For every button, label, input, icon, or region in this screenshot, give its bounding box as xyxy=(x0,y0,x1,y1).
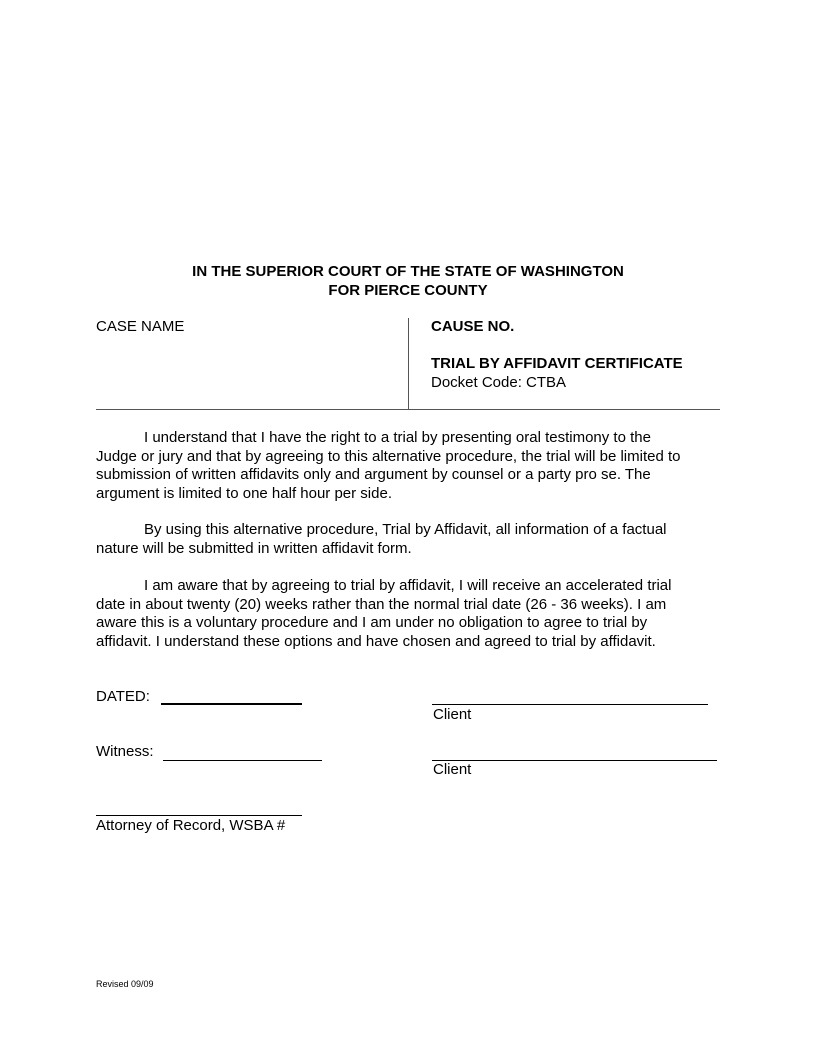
paragraph-line: I understand that I have the right to a trial by presenting oral testimony to the xyxy=(144,429,651,446)
witness-blank-line[interactable] xyxy=(163,760,322,761)
client-label-1: Client xyxy=(433,706,472,723)
caption-horizontal-divider xyxy=(96,409,720,410)
dated-blank-line[interactable] xyxy=(161,703,302,705)
cause-number-label: CAUSE NO. xyxy=(431,318,515,335)
court-heading-line2: FOR PIERCE COUNTY xyxy=(328,282,488,299)
paragraph-right-to-trial xyxy=(96,429,722,503)
paragraph-line: aware this is a voluntary procedure and I am under no obligation to agree to trial by xyxy=(96,614,648,632)
paragraph-line: I am aware that by agreeing to trial by affidavit, I will receive an accelerated trial xyxy=(144,577,672,594)
court-heading-line1: IN THE SUPERIOR COURT OF THE STATE OF WASHINGTON xyxy=(192,263,624,280)
dated-label: DATED: xyxy=(96,688,150,705)
paragraph-alternative-procedure xyxy=(96,521,722,558)
caption-vertical-divider xyxy=(408,318,409,409)
client-signature-line-2[interactable] xyxy=(432,760,717,761)
attorney-signature-line[interactable] xyxy=(96,815,302,816)
paragraph-line: submission of written affidavits only and argument by counsel or a party pro se. The xyxy=(96,466,651,484)
attorney-label: Attorney of Record, WSBA # xyxy=(96,817,286,834)
paragraph-accelerated-trial xyxy=(96,577,722,651)
document-title: TRIAL BY AFFIDAVIT CERTIFICATE xyxy=(431,355,683,372)
witness-label: Witness: xyxy=(96,743,154,760)
revision-date: Revised 09/09 xyxy=(96,979,154,989)
client-label-2: Client xyxy=(433,761,472,778)
paragraph-line: By using this alternative procedure, Trial by Affidavit, all information of a factual xyxy=(144,521,667,538)
case-name-label: CASE NAME xyxy=(96,318,185,335)
client-signature-line-1[interactable] xyxy=(432,704,708,705)
docket-code: Docket Code: CTBA xyxy=(431,374,567,391)
paragraph-line: date in about twenty (20) weeks rather than the normal trial date (26 - 36 weeks). I am xyxy=(96,595,667,613)
paragraph-line: argument is limited to one half hour per side. xyxy=(96,484,392,502)
paragraph-line: nature will be submitted in written affidavit form. xyxy=(96,539,412,557)
paragraph-line: Judge or jury and that by agreeing to this alternative procedure, the trial will be limited to xyxy=(96,447,681,465)
paragraph-line: affidavit. I understand these options and have chosen and agreed to trial by affidavit. xyxy=(96,632,656,650)
